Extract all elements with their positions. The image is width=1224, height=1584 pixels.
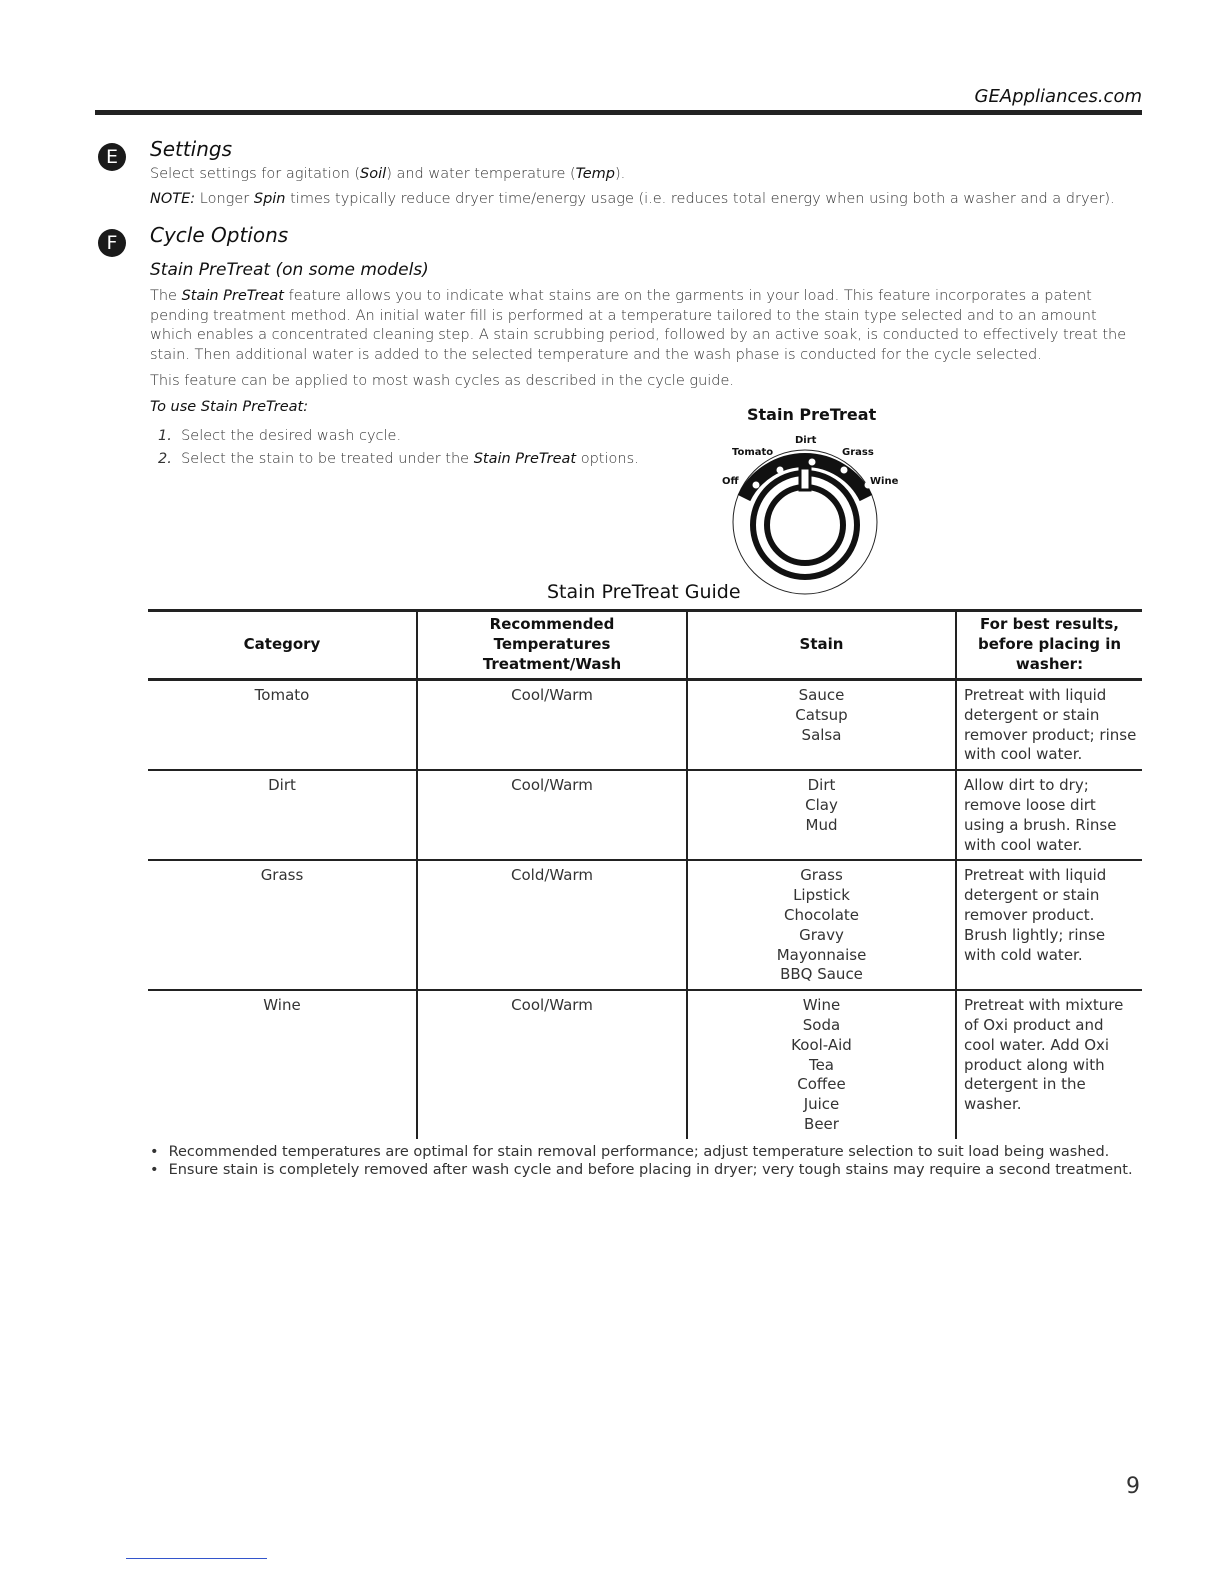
category-cell: Wine — [263, 996, 301, 1015]
stain-cell — [687, 770, 956, 860]
dial-label-grass: Grass — [842, 447, 874, 458]
tip-cell-line: Pretreat with liquid — [964, 866, 1107, 885]
stain-cell-line: Mud — [805, 815, 838, 834]
stain-pretreat-description: The Stain PreTreat feature allows you to indicate what stains are on the garments in your load. This feature incorporates a patent pending treatment method. An initial water fill is performed at a temperature tailored to the stain type selected and to an amount which enables a concentrated cleaning step. A stain scrubbing period, followed by an active soak, is conducted to effectively treat the stain. Then additional water is added to the selected temperature and the wash phase is conducted for the cycle selected. — [150, 288, 1127, 363]
dial-label-dirt: Dirt — [795, 435, 817, 446]
table-row — [148, 680, 1142, 771]
tip-cell-line: detergent in the — [964, 1075, 1086, 1094]
table-row — [148, 770, 1142, 860]
tip-cell-line: Pretreat with liquid — [964, 686, 1107, 704]
stain-pretreat-guide-table — [148, 609, 1142, 1139]
table-row — [148, 860, 1142, 990]
tip-cell — [956, 860, 1142, 990]
tip-cell-line: Pretreat with mixture — [964, 996, 1124, 1015]
stain-cell-line: Salsa — [801, 725, 842, 744]
step-1: 1. Select the desired wash cycle. — [158, 428, 402, 444]
stain-cell-line: Gravy — [799, 925, 844, 944]
tip-cell-line: remover product; rinse — [964, 725, 1137, 744]
stain-cell-line: Kool-Aid — [791, 1035, 852, 1054]
guide-title: Stain PreTreat Guide — [547, 581, 741, 603]
section-e-badge: E — [98, 143, 126, 171]
tip-cell-line: detergent or stain — [964, 886, 1100, 905]
tip-cell-line: washer. — [964, 1095, 1022, 1114]
dial-label-off: Off — [722, 476, 739, 487]
stain-pretreat-subtitle: Stain PreTreat (on some models) — [150, 260, 429, 280]
note-item: • Ensure stain is completely removed after wash cycle and before placing in dryer; very tough stains may require a second treatment. — [150, 1161, 1133, 1179]
category-cell: Grass — [148, 860, 417, 990]
page-number: 9 — [1126, 1474, 1140, 1499]
stain-cell — [687, 680, 956, 771]
notes-list — [150, 1143, 1133, 1179]
cycle-options-title: Cycle Options — [150, 223, 289, 247]
tip-cell-line: using a brush. Rinse — [964, 815, 1117, 834]
table-header-row — [148, 611, 1142, 680]
tip-cell-line: with cool water. — [964, 745, 1083, 764]
table-row — [148, 990, 1142, 1139]
tip-cell-line: of Oxi product and — [964, 1015, 1104, 1034]
settings-text: Select settings for agitation (Soil) and water temperature (Temp). — [150, 166, 626, 182]
category-cell: Tomato — [148, 680, 417, 771]
step-2: 2. Select the stain to be treated under the Stain PreTreat options. — [158, 451, 639, 467]
tip-cell-line: product along with — [964, 1055, 1105, 1074]
site-url: GEAppliances.com — [974, 86, 1142, 107]
stain-cell-line: Dirt — [807, 776, 836, 795]
dial-label-tomato: Tomato — [732, 447, 774, 458]
settings-title: Settings — [150, 137, 233, 161]
stain-cell-line: Wine — [802, 996, 841, 1015]
column-header: Stain — [687, 611, 956, 680]
stain-cell — [687, 860, 956, 990]
tip-cell — [956, 990, 1142, 1139]
column-header: For best results, before placing in washer: — [956, 611, 1142, 680]
tip-cell-line: detergent or stain — [964, 705, 1100, 724]
stain-cell-line: Coffee — [797, 1075, 846, 1094]
tip-cell — [956, 770, 1142, 860]
tip-cell-line: with cool water. — [964, 835, 1083, 854]
temperature-cell: Cool/Warm — [417, 990, 687, 1139]
category-cell: Dirt — [148, 770, 417, 860]
stain-cell-line: Chocolate — [783, 905, 860, 924]
tip-cell-line: Brush lightly; rinse — [964, 925, 1106, 944]
tip-cell-line: remover product. — [964, 905, 1095, 924]
stain-cell-line: Grass — [800, 866, 843, 885]
stain-cell — [687, 990, 956, 1139]
stain-cell-line: Mayonnaise — [776, 945, 867, 964]
stain-cell-line: Sauce — [798, 686, 845, 704]
footer-line — [126, 1558, 267, 1559]
tip-cell-line: cool water. Add Oxi — [964, 1035, 1110, 1054]
tip-cell — [956, 680, 1142, 771]
dial-title: Stain PreTreat — [747, 405, 877, 424]
stain-cell-line: BBQ Sauce — [780, 965, 863, 984]
tip-cell-line: Allow dirt to dry; — [964, 776, 1089, 795]
stain-cell-line: Tea — [808, 1055, 835, 1074]
tip-cell-line: with cold water. — [964, 945, 1083, 964]
temperature-cell: Cold/Warm — [417, 860, 687, 990]
column-header: Recommended Temperatures Treatment/Wash — [417, 611, 687, 680]
tip-cell-line: remove loose dirt — [964, 795, 1096, 814]
stain-pretreat-applicability: This feature can be applied to most wash cycles as described in the cycle guide. — [150, 373, 735, 389]
stain-cell-line: Clay — [805, 795, 838, 814]
section-f-badge: F — [98, 229, 126, 257]
stain-cell-line: Lipstick — [793, 886, 850, 905]
temperature-cell: Cool/Warm — [417, 680, 687, 771]
stain-cell-line: Soda — [802, 1015, 841, 1034]
dial-dot-off — [753, 482, 760, 489]
stain-cell-line: Catsup — [795, 705, 848, 724]
dial-label-wine: Wine — [870, 476, 899, 487]
note-item: • Recommended temperatures are optimal for stain removal performance; adjust temperature selection to suit load being washed. — [150, 1143, 1133, 1161]
use-title: To use Stain PreTreat: — [150, 399, 309, 415]
stain-cell-line: Beer — [804, 1114, 839, 1133]
temperature-cell: Cool/Warm — [417, 770, 687, 860]
stain-cell-line: Juice — [803, 1095, 840, 1114]
header-rule — [95, 110, 1142, 115]
settings-note: NOTE: Longer Spin times typically reduce dryer time/energy usage (i.e. reduces total energy when using both a washer and a dryer). — [150, 191, 1115, 207]
column-header: Category — [148, 611, 417, 680]
